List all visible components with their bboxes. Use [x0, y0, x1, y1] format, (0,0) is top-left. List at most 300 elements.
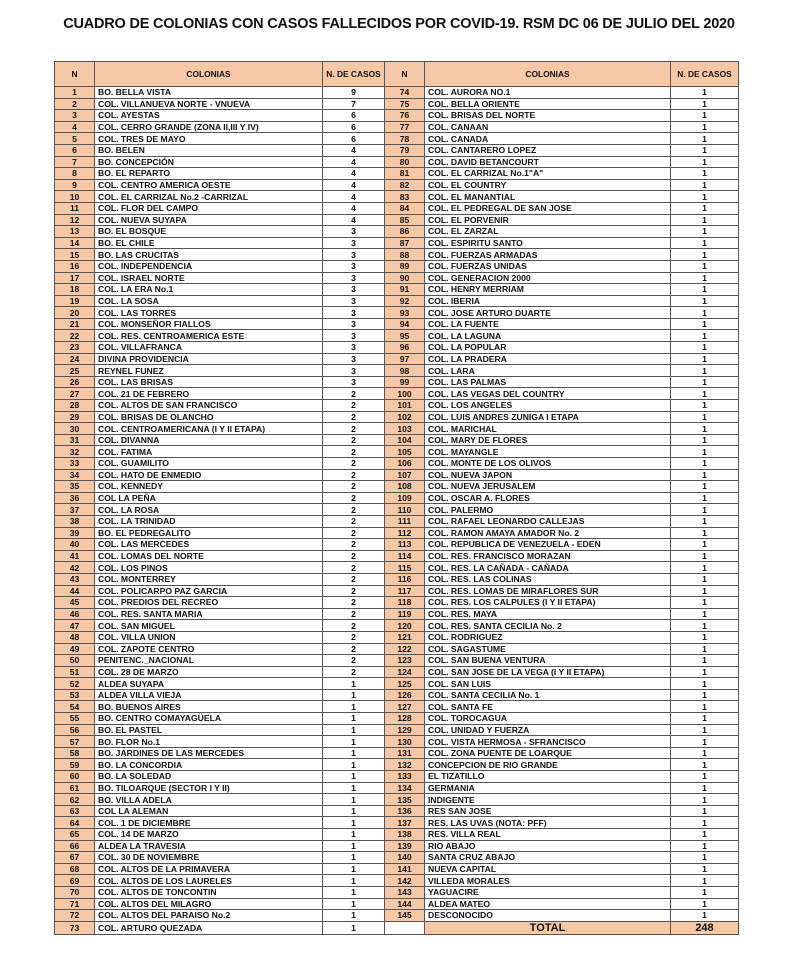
table-row — [55, 365, 739, 377]
row-number: 137 — [385, 817, 425, 829]
cases-count: 1 — [671, 852, 739, 864]
table-row — [55, 133, 739, 145]
cases-count: 1 — [671, 481, 739, 493]
row-number: 40 — [55, 539, 95, 551]
row-number: 86 — [385, 226, 425, 238]
colonia-name: COL. EL MANANTIAL — [425, 191, 671, 203]
cases-count: 1 — [323, 724, 385, 736]
row-number: 71 — [55, 898, 95, 910]
cases-count: 1 — [323, 701, 385, 713]
row-number: 78 — [385, 133, 425, 145]
colonia-name: COL. LAS PALMAS — [425, 376, 671, 388]
table-row — [55, 539, 739, 551]
colonia-name: COL. REPUBLICA DE VENEZUELA - EDEN — [425, 539, 671, 551]
row-number: 123 — [385, 655, 425, 667]
colonia-name: COL. MONTERREY — [95, 573, 323, 585]
table-row — [55, 446, 739, 458]
colonia-name: COL. RES. SANTA CECILIA No. 2 — [425, 620, 671, 632]
row-number: 136 — [385, 805, 425, 817]
colonia-name: COL. LA PRADERA — [425, 353, 671, 365]
row-number: 118 — [385, 597, 425, 609]
colonia-name: COL. GUAMILITO — [95, 458, 323, 470]
row-number: 19 — [55, 295, 95, 307]
colonia-name: COL. VISTA HERMOSA - SFRANCISCO — [425, 736, 671, 748]
colonia-name: SANTA CRUZ ABAJO — [425, 852, 671, 864]
row-number: 47 — [55, 620, 95, 632]
colonia-name: COL. MAYANGLE — [425, 446, 671, 458]
cases-count: 2 — [323, 527, 385, 539]
colonia-name: BO. BELLA VISTA — [95, 87, 323, 99]
colonia-name: COL. LA ERA No.1 — [95, 284, 323, 296]
cases-count: 1 — [671, 886, 739, 898]
header-casos-left: N. DE CASOS — [323, 62, 385, 87]
colonia-name: COL. SAN JOSE DE LA VEGA (I Y II ETAPA) — [425, 666, 671, 678]
colonia-name: COL. ALTOS DEL PARAISO No.2 — [95, 910, 323, 922]
table-row — [55, 805, 739, 817]
colonia-name: RIO ABAJO — [425, 840, 671, 852]
colonia-name: ALDEA LA TRAVESIA — [95, 840, 323, 852]
row-number: 112 — [385, 527, 425, 539]
table-row — [55, 875, 739, 887]
cases-count: 3 — [323, 295, 385, 307]
cases-count: 1 — [323, 840, 385, 852]
colonia-name: BO. EL PASTEL — [95, 724, 323, 736]
colonia-name: YAGUACIRE — [425, 886, 671, 898]
table-row — [55, 910, 739, 922]
row-number: 113 — [385, 539, 425, 551]
table-row — [55, 817, 739, 829]
row-number: 53 — [55, 689, 95, 701]
table-row — [55, 307, 739, 319]
cases-count: 2 — [323, 446, 385, 458]
cases-count: 1 — [671, 295, 739, 307]
row-number: 73 — [55, 921, 95, 934]
cases-count: 2 — [323, 550, 385, 562]
cases-count: 1 — [671, 678, 739, 690]
table-row — [55, 701, 739, 713]
cases-count: 3 — [323, 226, 385, 238]
colonia-name: COL. KENNEDY — [95, 481, 323, 493]
cases-count: 1 — [671, 237, 739, 249]
colonia-name: COL. NUEVA JERUSALEM — [425, 481, 671, 493]
table-row — [55, 620, 739, 632]
table-row — [55, 898, 739, 910]
row-number: 138 — [385, 829, 425, 841]
cases-count: 1 — [671, 794, 739, 806]
row-number: 116 — [385, 573, 425, 585]
row-number: 9 — [55, 179, 95, 191]
row-number: 92 — [385, 295, 425, 307]
row-number: 26 — [55, 376, 95, 388]
cases-count: 1 — [671, 353, 739, 365]
colonia-name: COL. RES. LOMAS DE MIRAFLORES SUR — [425, 585, 671, 597]
colonia-name: COL. RES. LAS COLINAS — [425, 573, 671, 585]
cases-count: 6 — [323, 121, 385, 133]
row-number: 66 — [55, 840, 95, 852]
total-value: 248 — [671, 921, 739, 934]
cases-count: 3 — [323, 260, 385, 272]
table-row — [55, 226, 739, 238]
colonia-name: COL. FUERZAS UNIDAS — [425, 260, 671, 272]
cases-count: 1 — [671, 492, 739, 504]
cases-count: 1 — [323, 829, 385, 841]
cases-count: 1 — [671, 458, 739, 470]
row-number: 10 — [55, 191, 95, 203]
row-number: 15 — [55, 249, 95, 261]
cases-count: 1 — [323, 771, 385, 783]
colonia-name: DIVINA PROVIDENCIA — [95, 353, 323, 365]
row-number: 142 — [385, 875, 425, 887]
colonia-name: COL. RES. CENTROAMERICA ESTE — [95, 330, 323, 342]
cases-count: 1 — [671, 631, 739, 643]
colonia-name: COL. AURORA NO.1 — [425, 87, 671, 99]
table-row — [55, 202, 739, 214]
colonia-name: COL. CENTRO AMERICA OESTE — [95, 179, 323, 191]
row-number: 125 — [385, 678, 425, 690]
cases-count: 1 — [323, 886, 385, 898]
table-row — [55, 840, 739, 852]
row-number: 102 — [385, 411, 425, 423]
row-number: 30 — [55, 423, 95, 435]
colonia-name: COL. ARTURO QUEZADA — [95, 921, 323, 934]
cases-count: 4 — [323, 191, 385, 203]
colonia-name: COL. LAS TORRES — [95, 307, 323, 319]
header-casos-right: N. DE CASOS — [671, 62, 739, 87]
row-number: 99 — [385, 376, 425, 388]
row-number: 129 — [385, 724, 425, 736]
row-number: 35 — [55, 481, 95, 493]
cases-count: 1 — [323, 805, 385, 817]
row-number: 45 — [55, 597, 95, 609]
colonia-name: BO. EL CHILE — [95, 237, 323, 249]
row-number: 87 — [385, 237, 425, 249]
cases-count: 1 — [671, 469, 739, 481]
row-number: 12 — [55, 214, 95, 226]
cases-count: 1 — [671, 168, 739, 180]
cases-count: 1 — [671, 260, 739, 272]
cases-count: 1 — [671, 550, 739, 562]
colonia-name: COL. RES. LOS CALPULES (I Y II ETAPA) — [425, 597, 671, 609]
row-number: 43 — [55, 573, 95, 585]
table-row — [55, 747, 739, 759]
row-number: 52 — [55, 678, 95, 690]
row-number: 115 — [385, 562, 425, 574]
cases-count: 2 — [323, 469, 385, 481]
row-number: 103 — [385, 423, 425, 435]
row-number: 96 — [385, 342, 425, 354]
cases-count: 6 — [323, 133, 385, 145]
table-row — [55, 631, 739, 643]
cases-count: 1 — [671, 98, 739, 110]
table-row — [55, 666, 739, 678]
row-number: 8 — [55, 168, 95, 180]
table-row — [55, 921, 739, 934]
table-row — [55, 87, 739, 99]
cases-count: 1 — [671, 585, 739, 597]
cases-count: 2 — [323, 504, 385, 516]
colonia-name: COL. LA TRINIDAD — [95, 515, 323, 527]
cases-count: 2 — [323, 585, 385, 597]
table-row — [55, 168, 739, 180]
cases-count: 4 — [323, 144, 385, 156]
row-number: 25 — [55, 365, 95, 377]
cases-count: 1 — [323, 678, 385, 690]
cases-count: 2 — [323, 573, 385, 585]
colonia-name: COL. DAVID BETANCOURT — [425, 156, 671, 168]
cases-count: 1 — [671, 411, 739, 423]
row-number: 31 — [55, 434, 95, 446]
cases-count: 3 — [323, 342, 385, 354]
cases-count: 1 — [323, 747, 385, 759]
colonia-name: BO. BUENOS AIRES — [95, 701, 323, 713]
colonia-name: COL. ESPIRITU SANTO — [425, 237, 671, 249]
colonia-name: COL. TRES DE MAYO — [95, 133, 323, 145]
row-number: 6 — [55, 144, 95, 156]
cases-count: 1 — [671, 388, 739, 400]
row-number: 122 — [385, 643, 425, 655]
colonia-name: COL. LA FUENTE — [425, 318, 671, 330]
table-row — [55, 597, 739, 609]
cases-count: 1 — [671, 133, 739, 145]
cases-count: 1 — [671, 249, 739, 261]
cases-count: 1 — [671, 110, 739, 122]
cases-count: 2 — [323, 388, 385, 400]
cases-count: 2 — [323, 643, 385, 655]
cases-count: 1 — [671, 666, 739, 678]
row-number: 83 — [385, 191, 425, 203]
colonia-name: COL. RES. FRANCISCO MORAZAN — [425, 550, 671, 562]
table-row — [55, 527, 739, 539]
cases-count: 1 — [671, 307, 739, 319]
cases-count: 1 — [671, 214, 739, 226]
row-number: 39 — [55, 527, 95, 539]
colonia-name: COL. SAN MIGUEL — [95, 620, 323, 632]
colonia-name: COL. ISRAEL NORTE — [95, 272, 323, 284]
cases-count: 1 — [671, 875, 739, 887]
cases-count: 1 — [323, 852, 385, 864]
colonia-name: COL. SAN BUENA VENTURA — [425, 655, 671, 667]
colonia-name: COL. POLICARPO PAZ GARCIA — [95, 585, 323, 597]
table-row — [55, 353, 739, 365]
colonia-name: COL. EL ZARZAL — [425, 226, 671, 238]
table-row — [55, 342, 739, 354]
row-number: 16 — [55, 260, 95, 272]
row-number: 100 — [385, 388, 425, 400]
row-number: 50 — [55, 655, 95, 667]
colonia-name: COL. LAS VEGAS DEL COUNTRY — [425, 388, 671, 400]
table-row — [55, 492, 739, 504]
table-row — [55, 713, 739, 725]
colonia-name: COL. RODRIGUEZ — [425, 631, 671, 643]
cases-count: 1 — [671, 87, 739, 99]
colonia-name: COL. LARA — [425, 365, 671, 377]
row-number: 63 — [55, 805, 95, 817]
table-row — [55, 284, 739, 296]
cases-count: 1 — [671, 330, 739, 342]
cases-count: 3 — [323, 376, 385, 388]
row-number: 119 — [385, 608, 425, 620]
row-number: 106 — [385, 458, 425, 470]
table-row — [55, 689, 739, 701]
row-number: 79 — [385, 144, 425, 156]
cases-count: 3 — [323, 353, 385, 365]
cases-count: 1 — [671, 121, 739, 133]
cases-count: 1 — [323, 863, 385, 875]
cases-count: 1 — [671, 504, 739, 516]
row-number: 61 — [55, 782, 95, 794]
row-number: 36 — [55, 492, 95, 504]
row-number: 7 — [55, 156, 95, 168]
table-row — [55, 782, 739, 794]
table-header-row — [55, 62, 739, 87]
row-number: 46 — [55, 608, 95, 620]
cases-count: 1 — [323, 898, 385, 910]
cases-count: 1 — [671, 226, 739, 238]
row-number: 89 — [385, 260, 425, 272]
cases-count: 1 — [323, 736, 385, 748]
table-row — [55, 237, 739, 249]
cases-count: 1 — [323, 910, 385, 922]
cases-count: 1 — [671, 910, 739, 922]
colonia-name: BO. EL PEDREGALITO — [95, 527, 323, 539]
table-row — [55, 829, 739, 841]
header-colonias-left: COLONIAS — [95, 62, 323, 87]
colonia-name: COL. ALTOS DE LOS LAURELES — [95, 875, 323, 887]
colonia-name: COL. SANTA CECILIA No. 1 — [425, 689, 671, 701]
colonia-name: BO. EL BOSQUE — [95, 226, 323, 238]
colonia-name: NUEVA CAPITAL — [425, 863, 671, 875]
table-row — [55, 179, 739, 191]
cases-count: 1 — [671, 272, 739, 284]
row-number: 130 — [385, 736, 425, 748]
cases-count: 1 — [671, 643, 739, 655]
colonia-name: BO. LA CONCORDIA — [95, 759, 323, 771]
table-row — [55, 260, 739, 272]
cases-count: 1 — [323, 875, 385, 887]
colonia-name: COL. MONTE DE LOS OLIVOS — [425, 458, 671, 470]
table-row — [55, 376, 739, 388]
cases-count: 1 — [671, 863, 739, 875]
table-row — [55, 121, 739, 133]
cases-count: 2 — [323, 620, 385, 632]
cases-count: 1 — [671, 527, 739, 539]
table-row — [55, 724, 739, 736]
row-number: 32 — [55, 446, 95, 458]
colonia-name: COL. ZONA PUENTE DE LOARQUE — [425, 747, 671, 759]
table-row — [55, 608, 739, 620]
colonia-name: COL. PREDIOS DEL RECREO — [95, 597, 323, 609]
cases-count: 1 — [671, 689, 739, 701]
colonia-name: COL. BRISAS DE OLANCHO — [95, 411, 323, 423]
cases-count: 1 — [671, 515, 739, 527]
cases-count: 1 — [671, 156, 739, 168]
row-number: 60 — [55, 771, 95, 783]
row-number: 109 — [385, 492, 425, 504]
row-number: 70 — [55, 886, 95, 898]
cases-count: 2 — [323, 666, 385, 678]
row-number: 140 — [385, 852, 425, 864]
colonia-name: COL. LUIS ANDRES ZUNIGA I ETAPA — [425, 411, 671, 423]
row-number: 55 — [55, 713, 95, 725]
colonia-name: COL. DIVANNA — [95, 434, 323, 446]
cases-count: 1 — [323, 782, 385, 794]
colonia-name: BO. CONCEPCIÓN — [95, 156, 323, 168]
cases-count: 1 — [671, 400, 739, 412]
row-number: 24 — [55, 353, 95, 365]
colonia-name: VILLEDA MORALES — [425, 875, 671, 887]
row-number: 51 — [55, 666, 95, 678]
colonia-name: COL. ALTOS DEL MILAGRO — [95, 898, 323, 910]
row-number: 128 — [385, 713, 425, 725]
row-number: 58 — [55, 747, 95, 759]
colonia-name: COL. LOMAS DEL NORTE — [95, 550, 323, 562]
row-number: 22 — [55, 330, 95, 342]
table-row — [55, 411, 739, 423]
colonia-name: COL. LA POPULAR — [425, 342, 671, 354]
table-row — [55, 504, 739, 516]
colonia-name: COL. LA SOSA — [95, 295, 323, 307]
cases-count: 3 — [323, 272, 385, 284]
cases-count: 2 — [323, 458, 385, 470]
table-row — [55, 794, 739, 806]
row-number: 17 — [55, 272, 95, 284]
colonia-name: COL. SANTA FE — [425, 701, 671, 713]
row-number: 101 — [385, 400, 425, 412]
colonia-name: COL. AYESTAS — [95, 110, 323, 122]
table-row — [55, 643, 739, 655]
cases-count: 1 — [671, 771, 739, 783]
table-row — [55, 434, 739, 446]
colonia-name: COL. ALTOS DE LA PRIMAVERA — [95, 863, 323, 875]
table-row — [55, 771, 739, 783]
row-number: 38 — [55, 515, 95, 527]
table-row — [55, 573, 739, 585]
row-number: 41 — [55, 550, 95, 562]
table-row — [55, 458, 739, 470]
colonia-name: COL. CENTROAMERICANA (I Y II ETAPA) — [95, 423, 323, 435]
colonia-name: COL. FUERZAS ARMADAS — [425, 249, 671, 261]
row-number: 107 — [385, 469, 425, 481]
cases-count: 1 — [671, 701, 739, 713]
row-number: 59 — [55, 759, 95, 771]
colonia-name: COL LA ALEMAN — [95, 805, 323, 817]
table-row — [55, 110, 739, 122]
colonia-name: COL. 1 DE DICIEMBRE — [95, 817, 323, 829]
cases-count: 2 — [323, 492, 385, 504]
colonia-name: INDIGENTE — [425, 794, 671, 806]
row-number: 98 — [385, 365, 425, 377]
table-row — [55, 144, 739, 156]
cases-count: 6 — [323, 110, 385, 122]
colonia-name: DESCONOCIDO — [425, 910, 671, 922]
cases-count: 2 — [323, 562, 385, 574]
row-number: 49 — [55, 643, 95, 655]
cases-count: 1 — [671, 655, 739, 667]
cases-count: 2 — [323, 515, 385, 527]
colonia-name: COL. MONSEÑOR FIALLOS — [95, 318, 323, 330]
row-number: 124 — [385, 666, 425, 678]
table-row — [55, 852, 739, 864]
row-number: 94 — [385, 318, 425, 330]
cases-count: 1 — [671, 434, 739, 446]
colonia-name: CONCEPCION DE RIO GRANDE — [425, 759, 671, 771]
colonia-name: COL. ALTOS DE SAN FRANCISCO — [95, 400, 323, 412]
row-number: 105 — [385, 446, 425, 458]
row-number: 144 — [385, 898, 425, 910]
cases-count: 1 — [323, 794, 385, 806]
colonia-name: COL. EL PEDREGAL DE SAN JOSE — [425, 202, 671, 214]
row-number: 68 — [55, 863, 95, 875]
